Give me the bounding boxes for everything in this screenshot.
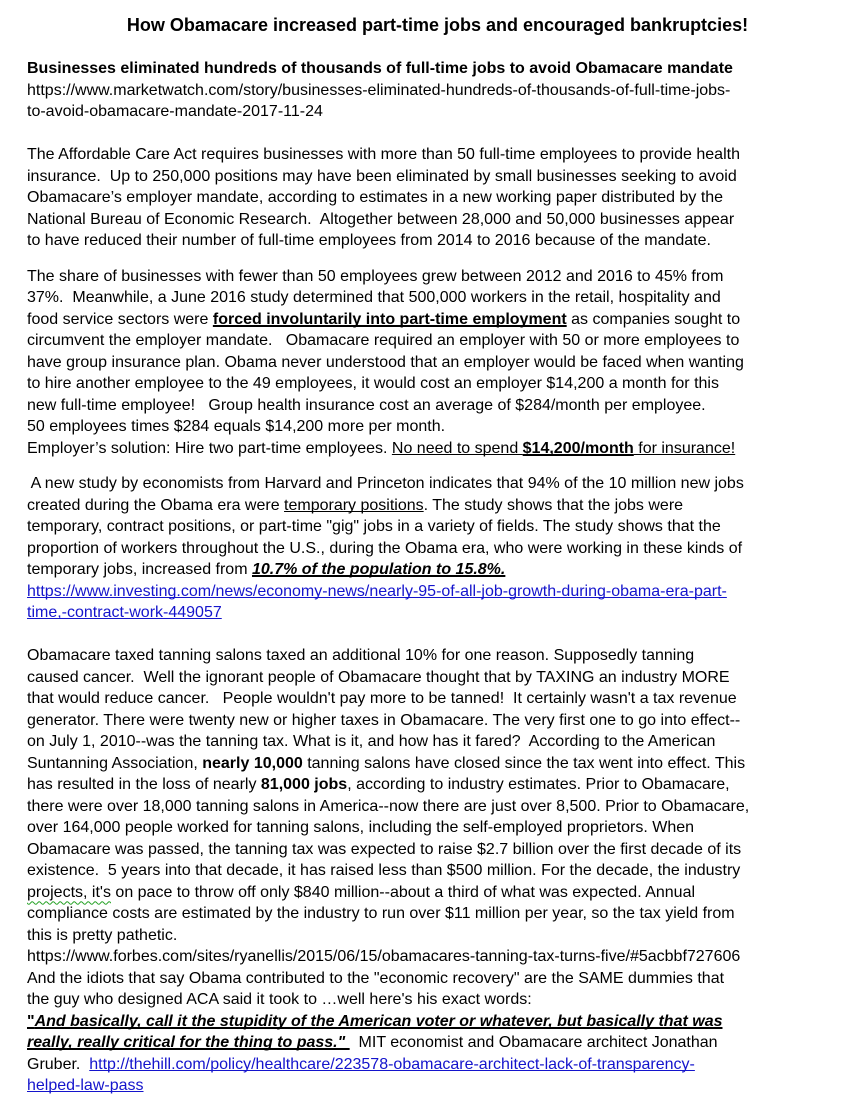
text-line	[27, 330, 848, 352]
text-line	[27, 710, 848, 732]
document-body	[27, 15, 848, 1097]
text-line	[27, 839, 848, 861]
text-run: to hire another employee to the 49 employees, it would cost an employer $14,200 a month for this	[27, 375, 719, 392]
text-line	[27, 774, 848, 796]
text-run: The Affordable Care Act requires businesses with more than 50 full-time employees to provide health	[27, 146, 740, 163]
text-run: really, really critical for the thing to pass."	[27, 1034, 350, 1051]
text-run: https://www.marketwatch.com/story/businesses-eliminated-hundreds-of-thousands-of-full-time-jobs-	[27, 81, 731, 99]
text-line	[27, 860, 848, 882]
text-run: nearly 10,000	[202, 754, 303, 772]
text-line	[27, 209, 848, 231]
text-run: https://www.forbes.com/sites/ryanellis/2015/06/15/obamacares-tanning-tax-turns-five/#5acbbf727606	[27, 948, 741, 965]
text-run: Businesses eliminated hundreds of thousands of full-time jobs to avoid Obamacare mandate	[27, 60, 733, 77]
text-run: temporary jobs, increased from	[27, 561, 252, 578]
text-line	[27, 58, 848, 80]
text-run: temporary, contract positions, or part-time "gig" jobs in a variety of fields. The study shows that the	[27, 518, 721, 535]
hyperlink[interactable]: http://thehill.com/policy/healthcare/223578-obamacare-architect-lack-of-transparency-	[89, 1055, 695, 1073]
text-line	[27, 352, 848, 374]
text-run: on pace to throw off only $840 million--about a third of what was expected. Annual	[110, 883, 696, 901]
text-run: And basically, call it the stupidity of the American voter or whatever, but basically that was	[34, 1012, 723, 1030]
text-run: has resulted in the loss of nearly	[27, 776, 261, 793]
text-run: this is pretty pathetic.	[27, 926, 178, 944]
text-line	[27, 989, 848, 1011]
text-line	[27, 516, 848, 538]
text-line	[27, 144, 848, 166]
text-line	[27, 187, 848, 209]
text-run: Obamacare was passed, the tanning tax was expected to raise $2.7 billion over the first decade of its	[27, 840, 742, 858]
text-run: temporary positions	[284, 496, 424, 514]
text-line	[27, 581, 848, 603]
text-line	[27, 266, 848, 288]
text-line	[27, 1011, 848, 1033]
text-run: "	[27, 1012, 35, 1030]
text-line	[27, 817, 848, 839]
text-run: created during the Obama era were	[27, 496, 285, 514]
text-run: the guy who designed ACA said it took to …well here's his exact words:	[27, 991, 532, 1008]
text-run: over 164,000 people worked for tanning salons, including the self-employed proprietors. When	[27, 819, 695, 836]
text-run: food service sectors were	[27, 310, 213, 328]
hyperlink[interactable]: https://www.investing.com/news/economy-news/nearly-95-of-all-job-growth-during-obama-era-part-	[27, 582, 727, 600]
text-line	[27, 395, 848, 417]
text-run: A new study by economists from Harvard and Princeton indicates that 94% of the 10 million new jobs	[27, 475, 744, 492]
text-line	[27, 968, 848, 990]
text-run: caused cancer. Well the ignorant people of Obamacare thought that by TAXING an industry MORE	[27, 668, 730, 686]
text-line	[27, 473, 848, 495]
text-run: MIT economist and Obamacare architect Jonathan	[349, 1034, 718, 1051]
text-run: No need to spend	[391, 439, 523, 457]
text-run: have group insurance plan. Obama never understood that an employer would be faced when wanting	[27, 353, 744, 371]
source-heading-block	[27, 58, 848, 123]
text-line	[27, 903, 848, 925]
text-line	[27, 287, 848, 309]
text-run: to-avoid-obamacare-mandate-2017-11-24	[27, 103, 323, 120]
text-run: $14,200/month	[522, 439, 634, 457]
text-line	[27, 731, 848, 753]
paragraph-tanning-tax	[27, 645, 848, 1097]
text-line	[27, 166, 848, 188]
text-line	[27, 688, 848, 710]
text-run: on July 1, 2010--was the tanning tax. What is it, and how has it fared? According to the American	[27, 733, 716, 750]
text-run: as companies sought to	[566, 310, 741, 328]
text-run: National Bureau of Economic Research. Altogether between 28,000 and 50,000 businesses appear	[27, 210, 735, 228]
text-line	[27, 1075, 848, 1097]
text-line	[27, 796, 848, 818]
text-run: new full-time employee! Group health insurance cost an average of $284/month per employee.	[27, 396, 706, 414]
text-line	[27, 15, 848, 37]
text-run: And the idiots that say Obama contributed to the "economic recovery" are the SAME dummies that	[27, 969, 725, 987]
text-run: generator. There were twenty new or higher taxes in Obamacare. The very first one to go into effect--	[27, 711, 741, 729]
text-run: Suntanning Association,	[27, 754, 203, 772]
text-run: to have reduced their number of full-time employees from 2014 to 2016 because of the mandate.	[27, 232, 711, 249]
text-run: tanning salons have closed since the tax went into effect. This	[302, 754, 746, 772]
text-line	[27, 559, 848, 581]
text-run: 81,000 jobs	[260, 776, 348, 793]
text-line	[27, 753, 848, 775]
text-line	[27, 602, 848, 624]
text-line	[27, 1032, 848, 1054]
text-run: for insurance!	[633, 439, 736, 457]
text-run: The share of businesses with fewer than 50 employees grew between 2012 and 2016 to 45% from	[27, 267, 724, 285]
text-run: forced involuntarily into part-time employment	[212, 310, 567, 328]
paragraph-aca-mandate	[27, 144, 848, 252]
grammar-flagged-text: projects, it's	[27, 883, 111, 901]
text-line	[27, 925, 848, 947]
text-run: compliance costs are estimated by the industry to run over $11 million per year, so the tax yield from	[27, 905, 735, 922]
text-run: Employer’s solution: Hire two part-time employees.	[27, 439, 392, 457]
text-run: Obamacare’s employer mandate, according to estimates in a new working paper distributed by the	[27, 189, 724, 206]
hyperlink[interactable]: helped-law-pass	[27, 1077, 144, 1094]
text-run: circumvent the employer mandate. Obamacare required an employer with 50 or more employees to	[27, 332, 740, 349]
paragraph-part-time-shift	[27, 266, 848, 460]
text-line	[27, 309, 848, 331]
text-run: there were over 18,000 tanning salons in America--now there are just over 8,500. Prior to Obamacare,	[27, 797, 750, 815]
text-run: 50 employees times $284 equals $14,200 more per month.	[27, 418, 446, 435]
text-line	[27, 373, 848, 395]
hyperlink[interactable]: time,-contract-work-449057	[27, 604, 222, 621]
text-run: Gruber.	[27, 1055, 90, 1073]
text-run: proportion of workers throughout the U.S., during the Obama era, who were working in these kinds of	[27, 539, 743, 557]
document-title	[27, 15, 848, 37]
text-run: 37%. Meanwhile, a June 2016 study determined that 500,000 workers in the retail, hospitality and	[27, 289, 721, 306]
text-line	[27, 495, 848, 517]
text-line	[27, 101, 848, 123]
text-run: insurance. Up to 250,000 positions may have been eliminated by small businesses seeking to avoid	[27, 167, 737, 185]
text-run: 10.7% of the population to 15.8%.	[251, 561, 506, 578]
text-line	[27, 80, 848, 102]
text-run: . The study shows that the jobs were	[423, 496, 684, 514]
text-run: How Obamacare increased part-time jobs and encouraged bankruptcies!	[126, 15, 749, 35]
text-line	[27, 645, 848, 667]
text-run: that would reduce cancer. People wouldn't pay more to be tanned! It certainly wasn't a tax revenue	[27, 690, 737, 707]
text-line	[27, 667, 848, 689]
text-run: existence. 5 years into that decade, it has raised less than $500 million. For the decade, the industry	[27, 862, 741, 879]
text-line	[27, 438, 848, 460]
text-line	[27, 1054, 848, 1076]
text-run: Obamacare taxed tanning salons taxed an additional 10% for one reason. Supposedly tanning	[27, 647, 695, 664]
text-run: , according to industry estimates. Prior to Obamacare,	[347, 776, 730, 793]
text-line	[27, 946, 848, 968]
text-line	[27, 416, 848, 438]
paragraph-harvard-study	[27, 473, 848, 624]
text-line	[27, 230, 848, 252]
text-line	[27, 538, 848, 560]
text-line	[27, 882, 848, 904]
